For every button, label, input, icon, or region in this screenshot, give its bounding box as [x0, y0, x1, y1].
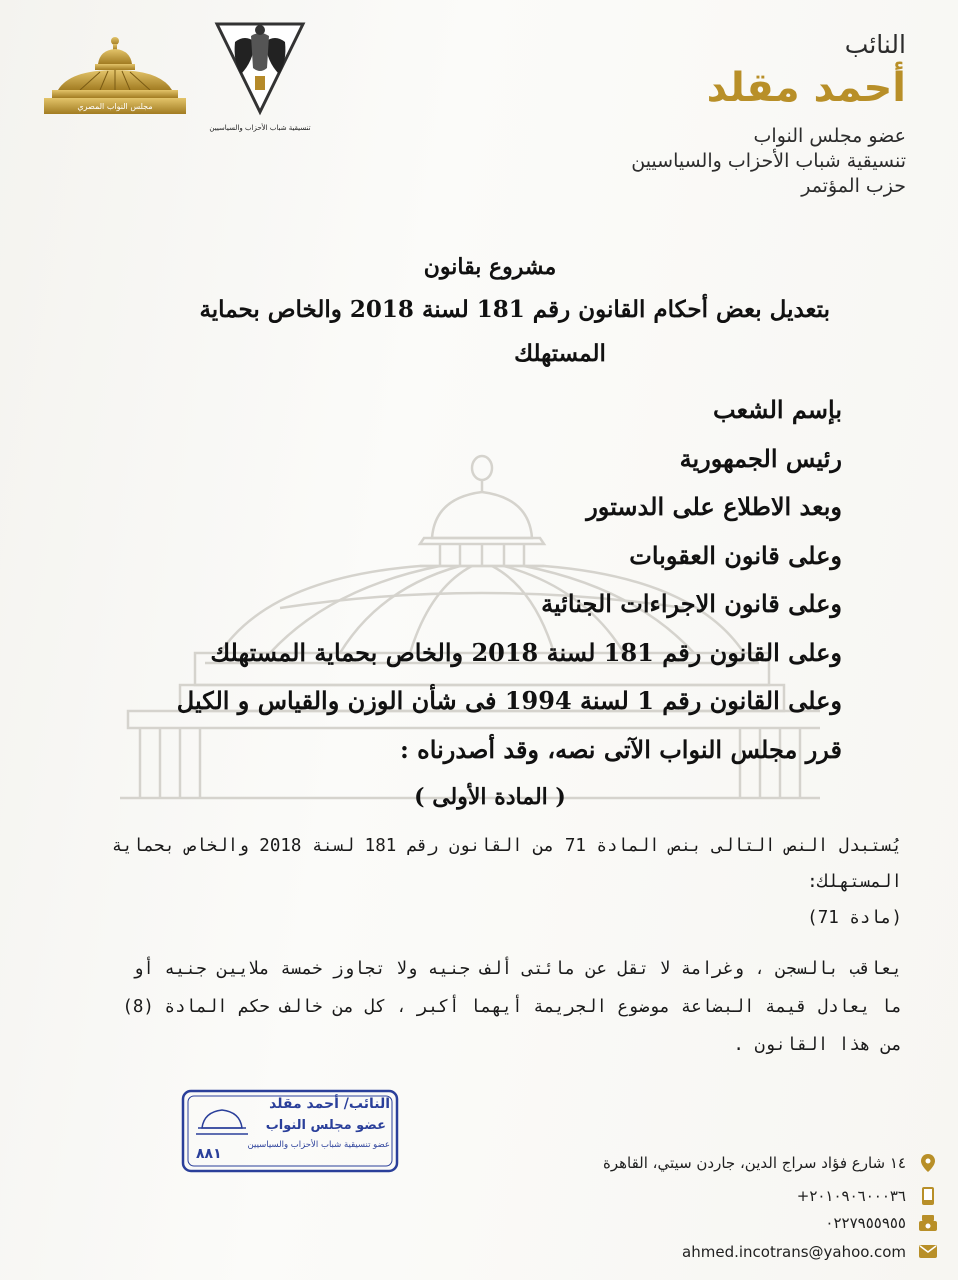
member-party: حزب المؤتمر: [801, 175, 906, 197]
youth-emblem-icon: [205, 12, 315, 122]
email-address[interactable]: ahmed.incotrans@yahoo.com: [682, 1242, 906, 1261]
preamble-line: وعلى قانون العقوبات: [629, 540, 842, 570]
preamble: [177, 386, 842, 774]
contact-footer: [603, 1148, 938, 1266]
stamp-role: عضو مجلس النواب: [265, 1118, 386, 1133]
email-icon: [918, 1242, 938, 1262]
member-role: عضو مجلس النواب: [753, 125, 906, 147]
article-number: (مادة 71): [807, 908, 902, 928]
preamble-line: رئيس الجمهورية: [679, 443, 842, 473]
mobile-row: [603, 1181, 938, 1210]
mobile-icon: [918, 1186, 938, 1206]
stamp-name: النائب/ أحمد مقلد: [269, 1096, 390, 1112]
bill-subtitle-line2: المستهلك: [514, 340, 606, 367]
youth-logo-caption: تنسيقية شباب الأحزاب والسياسيين: [209, 124, 311, 132]
location-icon: [918, 1153, 938, 1173]
parliament-logo: [40, 34, 190, 116]
member-name: أحمد مقلد: [706, 65, 906, 111]
address-text: ١٤ شارع فؤاد سراج الدين، جاردن سيتي، القاهرة: [602, 1153, 906, 1172]
preamble-line: وعلى القانون رقم 181 لسنة 2018 والخاص بحماية المستهلك: [210, 637, 842, 667]
email-row: [603, 1237, 938, 1266]
phone-row: [603, 1208, 938, 1237]
letterhead: [631, 28, 906, 199]
member-coordination: تنسيقية شباب الأحزاب والسياسيين: [631, 150, 906, 172]
bill-title: مشروع بقانون: [423, 254, 557, 280]
article-text: يعاقب بالسجن ، وغرامة لا تقل عن مائتى ألف جنيه ولا تجاوز خمسة ملايين جنيه أو ما يعادل قيمة البضاعة موضوع الجريمة أيهما أكبر ، كل من خالف حكم المادة (8) من هذا القانون .: [122, 959, 902, 1055]
official-stamp: [180, 1088, 400, 1174]
phone-icon: [918, 1213, 938, 1233]
stamp-number: ٨٨١: [196, 1146, 222, 1162]
preamble-line: وبعد الاطلاع على الدستور: [586, 492, 842, 521]
preamble-line: قرر مجلس النواب الآتى نصه، وقد أصدرناه :: [399, 734, 842, 764]
stamp-coordination: عضو تنسيقية شباب الأحزاب والسياسيين: [247, 1140, 390, 1150]
mobile-number: +٢٠١٠٩٠٦٠٠٠٣٦: [796, 1186, 906, 1205]
title-prefix: النائب: [844, 30, 906, 59]
address-row: [603, 1148, 938, 1177]
parliament-logo-caption: مجلس النواب المصري: [77, 102, 153, 111]
preamble-line: وعلى القانون رقم 1 لسنة 1994 فى شأن الوزن والقياس و الكيل: [176, 686, 842, 715]
article-intro: يُستبدل النص التالى بنص المادة 71 من القانون رقم 181 لسنة 2018 والخاص بحماية المستهلك:: [111, 836, 902, 892]
preamble-line: وعلى قانون الاجراءات الجنائية: [541, 589, 842, 618]
article-heading: ( المادة الأولى ): [414, 784, 566, 810]
phone-number: ٠٢٢٧٩٥٥٩٥٥: [825, 1213, 906, 1232]
bill-subtitle-line1: بتعديل بعض أحكام القانون رقم 181 لسنة 2018 والخاص بحماية: [199, 296, 830, 323]
preamble-line: بإسم الشعب: [713, 395, 842, 424]
youth-coordination-logo: [205, 12, 315, 142]
